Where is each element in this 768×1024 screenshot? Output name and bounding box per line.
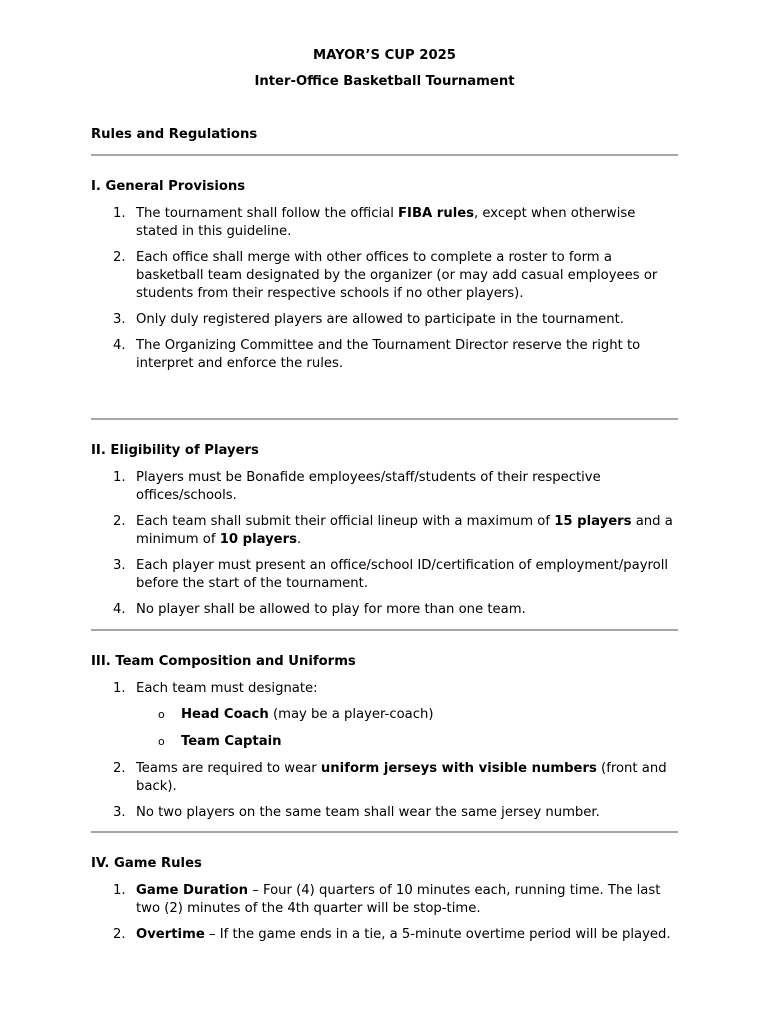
divider — [91, 154, 678, 156]
section-heading-general-provisions: I. General Provisions — [91, 179, 246, 194]
list-item: 2. Each team shall submit their official lineup with a maximum of 15 players and a minimum of 10 players. — [113, 513, 673, 547]
list-item: 3. No two players on the same team shall wear the same jersey number. — [113, 805, 600, 821]
list-item: 2. Overtime – If the game ends in a tie, a 5-minute overtime period will be played. — [113, 926, 671, 942]
list-eligibility — [91, 469, 678, 627]
list-item: 1. The tournament shall follow the official FIBA rules, except when otherwise stated in this guideline. — [113, 206, 636, 239]
list-item: 2. Each office shall merge with other offices to complete a roster to form a basketball team designated by the organizer (or may add casual employees or students from their respective schools if no other players). — [113, 249, 658, 301]
list-item: 4. No player shall be allowed to play for more than one team. — [113, 601, 526, 617]
section-heading-team-composition: III. Team Composition and Uniforms — [91, 654, 356, 669]
list-game-rules — [91, 882, 678, 952]
section-heading-game-rules: IV. Game Rules — [91, 856, 202, 871]
sub-list-item: o Team Captain — [158, 734, 282, 750]
divider — [91, 629, 678, 631]
bullet-icon: o — [158, 735, 165, 749]
sub-list-item: o Head Coach (may be a player-coach) — [158, 707, 434, 723]
list-item: 1. Each team must designate: o Head Coach (may be a player-coach) o Team Captain — [91, 680, 678, 751]
list-item: 3. Each player must present an office/school ID/certification of employment/payroll before the start of the tournament. — [113, 557, 669, 591]
list-item: 3. Only duly registered players are allowed to participate in the tournament. — [113, 311, 624, 327]
divider — [91, 418, 678, 420]
list-general-provisions — [91, 205, 678, 381]
section-heading-eligibility: II. Eligibility of Players — [91, 443, 259, 458]
list-item: 4. The Organizing Committee and the Tournament Director reserve the right to interpret and enforce the rules. — [113, 337, 641, 371]
list-item: 2. Teams are required to wear uniform jerseys with visible numbers (front and back). — [113, 761, 667, 795]
sub-list — [136, 706, 678, 751]
list-item: 1. Game Duration – Four (4) quarters of 10 minutes each, running time. The last two (2) minutes of the 4th quarter will be stop-time. — [113, 883, 661, 916]
document-title: MAYOR’S CUP 2025 — [313, 48, 456, 63]
bullet-icon: o — [158, 708, 165, 722]
list-team-composition — [91, 680, 678, 831]
document-subtitle: Inter-Office Basketball Tournament — [254, 74, 515, 89]
list-item: 1. Players must be Bonafide employees/staff/students of their respective offices/schools. — [113, 470, 601, 503]
rules-heading: Rules and Regulations — [91, 127, 258, 142]
divider — [91, 831, 678, 833]
